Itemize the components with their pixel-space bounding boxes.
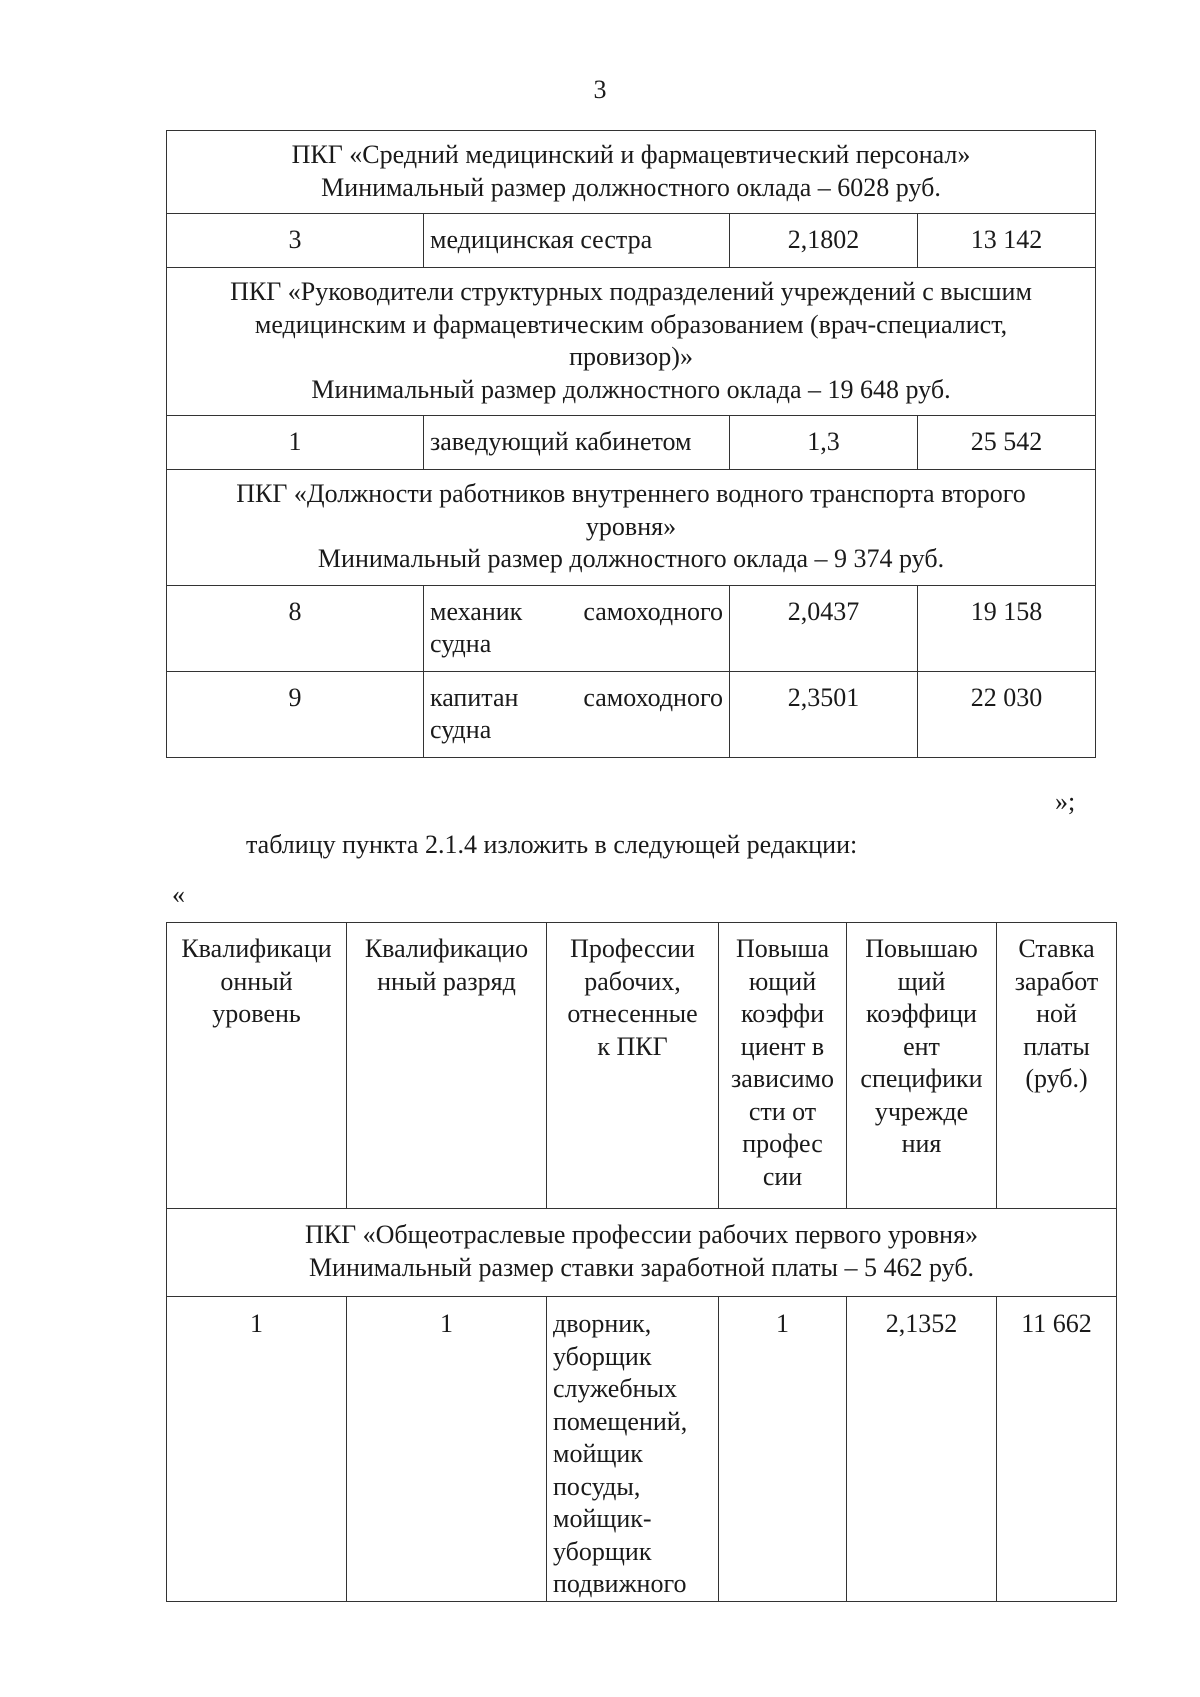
- header-line: сии: [762, 1161, 803, 1191]
- position-cell: [424, 671, 730, 757]
- grade-cell: 1: [347, 1297, 547, 1602]
- header-line: отнесенные: [567, 999, 698, 1028]
- level-cell: 1: [167, 1297, 347, 1602]
- group-header-line: Минимальный размер должностного оклада – 6028 руб.: [321, 172, 941, 202]
- header-line: Квалификаци: [181, 934, 332, 963]
- page-number: 3: [593, 75, 607, 104]
- salary-cell: 25 542: [918, 416, 1096, 470]
- column-header-salary-rate: [997, 923, 1117, 1209]
- group-header-row: [167, 470, 1096, 586]
- header-line: платы: [1023, 1031, 1090, 1061]
- group-header-row: [167, 131, 1096, 214]
- group-header-line: ПКГ «Общеотраслевые профессии рабочих первого уровня»: [304, 1220, 979, 1249]
- position-cell: медицинская сестра: [424, 214, 730, 268]
- profession-line: дворник,: [553, 1309, 652, 1338]
- group-header-line: ПКГ «Должности работников внутреннего водного транспорта второго: [236, 479, 1026, 508]
- table-row: [167, 671, 1096, 757]
- group-header-line: провизор)»: [569, 342, 693, 371]
- profession-line: служебных: [553, 1374, 677, 1403]
- coefficient-cell: 2,3501: [730, 671, 918, 757]
- salary-cell: 11 662: [997, 1297, 1117, 1602]
- opening-quote: «: [172, 880, 185, 909]
- table-row: [167, 214, 1096, 268]
- salary-table-positions: [166, 130, 1096, 758]
- coefficient-cell: 2,0437: [730, 585, 918, 671]
- header-line: ент: [903, 1031, 940, 1061]
- header-line: нный разряд: [377, 966, 516, 996]
- group-header-row: [167, 268, 1096, 416]
- profession-line: уборщик: [553, 1341, 652, 1371]
- table-row: [167, 416, 1096, 470]
- level-cell: 9: [167, 671, 424, 757]
- coefficient-cell: 2,1802: [730, 214, 918, 268]
- group-header: [167, 131, 1096, 214]
- header-line: ющий: [748, 966, 817, 996]
- table-row: [167, 1297, 1117, 1602]
- group-header-line: медицинским и фармацевтическим образованием (врач-специалист,: [254, 309, 1008, 339]
- instruction-paragraph: таблицу пункта 2.1.4 изложить в следующей редакции:: [246, 830, 858, 859]
- header-line: специфики: [860, 1064, 983, 1093]
- salary-cell: 22 030: [918, 671, 1096, 757]
- column-header-qualification-level: [167, 923, 347, 1209]
- group-header-line: ПКГ «Средний медицинский и фармацевтический персонал»: [291, 140, 971, 169]
- level-cell: 8: [167, 585, 424, 671]
- position-line: судна: [430, 629, 492, 658]
- position-line: механик самоходного: [430, 596, 723, 626]
- header-line: (руб.): [1025, 1064, 1088, 1093]
- salary-cell: 13 142: [918, 214, 1096, 268]
- closing-quote: »;: [1055, 787, 1076, 816]
- profession-line: мойщик: [553, 1439, 643, 1468]
- header-line: учрежде: [874, 1096, 969, 1126]
- group-header: [167, 268, 1096, 416]
- position-line: судна: [430, 715, 492, 744]
- profession-line: уборщик: [553, 1536, 652, 1566]
- header-line: щий: [897, 966, 946, 996]
- profession-coefficient-cell: 1: [719, 1297, 847, 1602]
- column-header-professions: [547, 923, 719, 1209]
- coefficient-cell: 1,3: [730, 416, 918, 470]
- profession-line: мойщик-: [553, 1504, 652, 1533]
- header-line: заработ: [1014, 966, 1099, 996]
- header-line: онный: [220, 966, 293, 996]
- table-row: [167, 585, 1096, 671]
- header-line: коэффици: [866, 999, 977, 1028]
- header-line: Повыша: [735, 934, 830, 963]
- position-cell: [424, 585, 730, 671]
- header-line: рабочих,: [584, 966, 681, 996]
- group-header: [167, 1209, 1117, 1297]
- header-line: уровень: [212, 999, 301, 1028]
- profession-line: посуды,: [553, 1471, 641, 1501]
- group-header-line: уровня»: [585, 511, 677, 541]
- header-line: Квалификацио: [364, 934, 529, 963]
- header-line: ной: [1036, 999, 1077, 1028]
- header-line: Ставка: [1018, 934, 1095, 963]
- table-header-row: [167, 923, 1117, 1209]
- column-header-institution-coefficient: [847, 923, 997, 1209]
- salary-cell: 19 158: [918, 585, 1096, 671]
- group-header-line: Минимальный размер должностного оклада – 19 648 руб.: [311, 374, 951, 404]
- header-line: ния: [901, 1129, 942, 1158]
- header-line: Профессии: [570, 934, 695, 963]
- profession-line: подвижного: [553, 1569, 687, 1598]
- group-header: [167, 470, 1096, 586]
- group-header-line: Минимальный размер ставки заработной платы – 5 462 руб.: [308, 1252, 975, 1282]
- group-header-line: ПКГ «Руководители структурных подразделений учреждений с высшим: [230, 277, 1032, 306]
- header-line: сти от: [748, 1096, 817, 1126]
- header-line: зависимо: [731, 1064, 834, 1093]
- column-header-profession-coefficient: [719, 923, 847, 1209]
- professions-cell: [547, 1297, 719, 1602]
- column-header-qualification-grade: [347, 923, 547, 1209]
- level-cell: 3: [167, 214, 424, 268]
- institution-coefficient-cell: 2,1352: [847, 1297, 997, 1602]
- group-header-line: Минимальный размер должностного оклада – 9 374 руб.: [317, 544, 945, 573]
- header-line: профес: [742, 1129, 823, 1158]
- position-line: капитан самоходного: [430, 682, 723, 712]
- group-header-row: [167, 1209, 1117, 1297]
- salary-table-workers: [166, 922, 1117, 1602]
- header-line: Повышаю: [865, 934, 978, 963]
- header-line: циент в: [740, 1031, 825, 1061]
- profession-line: помещений,: [553, 1406, 688, 1436]
- level-cell: 1: [167, 416, 424, 470]
- position-cell: заведующий кабинетом: [424, 416, 730, 470]
- header-line: к ПКГ: [597, 1031, 668, 1061]
- header-line: коэффи: [740, 999, 825, 1028]
